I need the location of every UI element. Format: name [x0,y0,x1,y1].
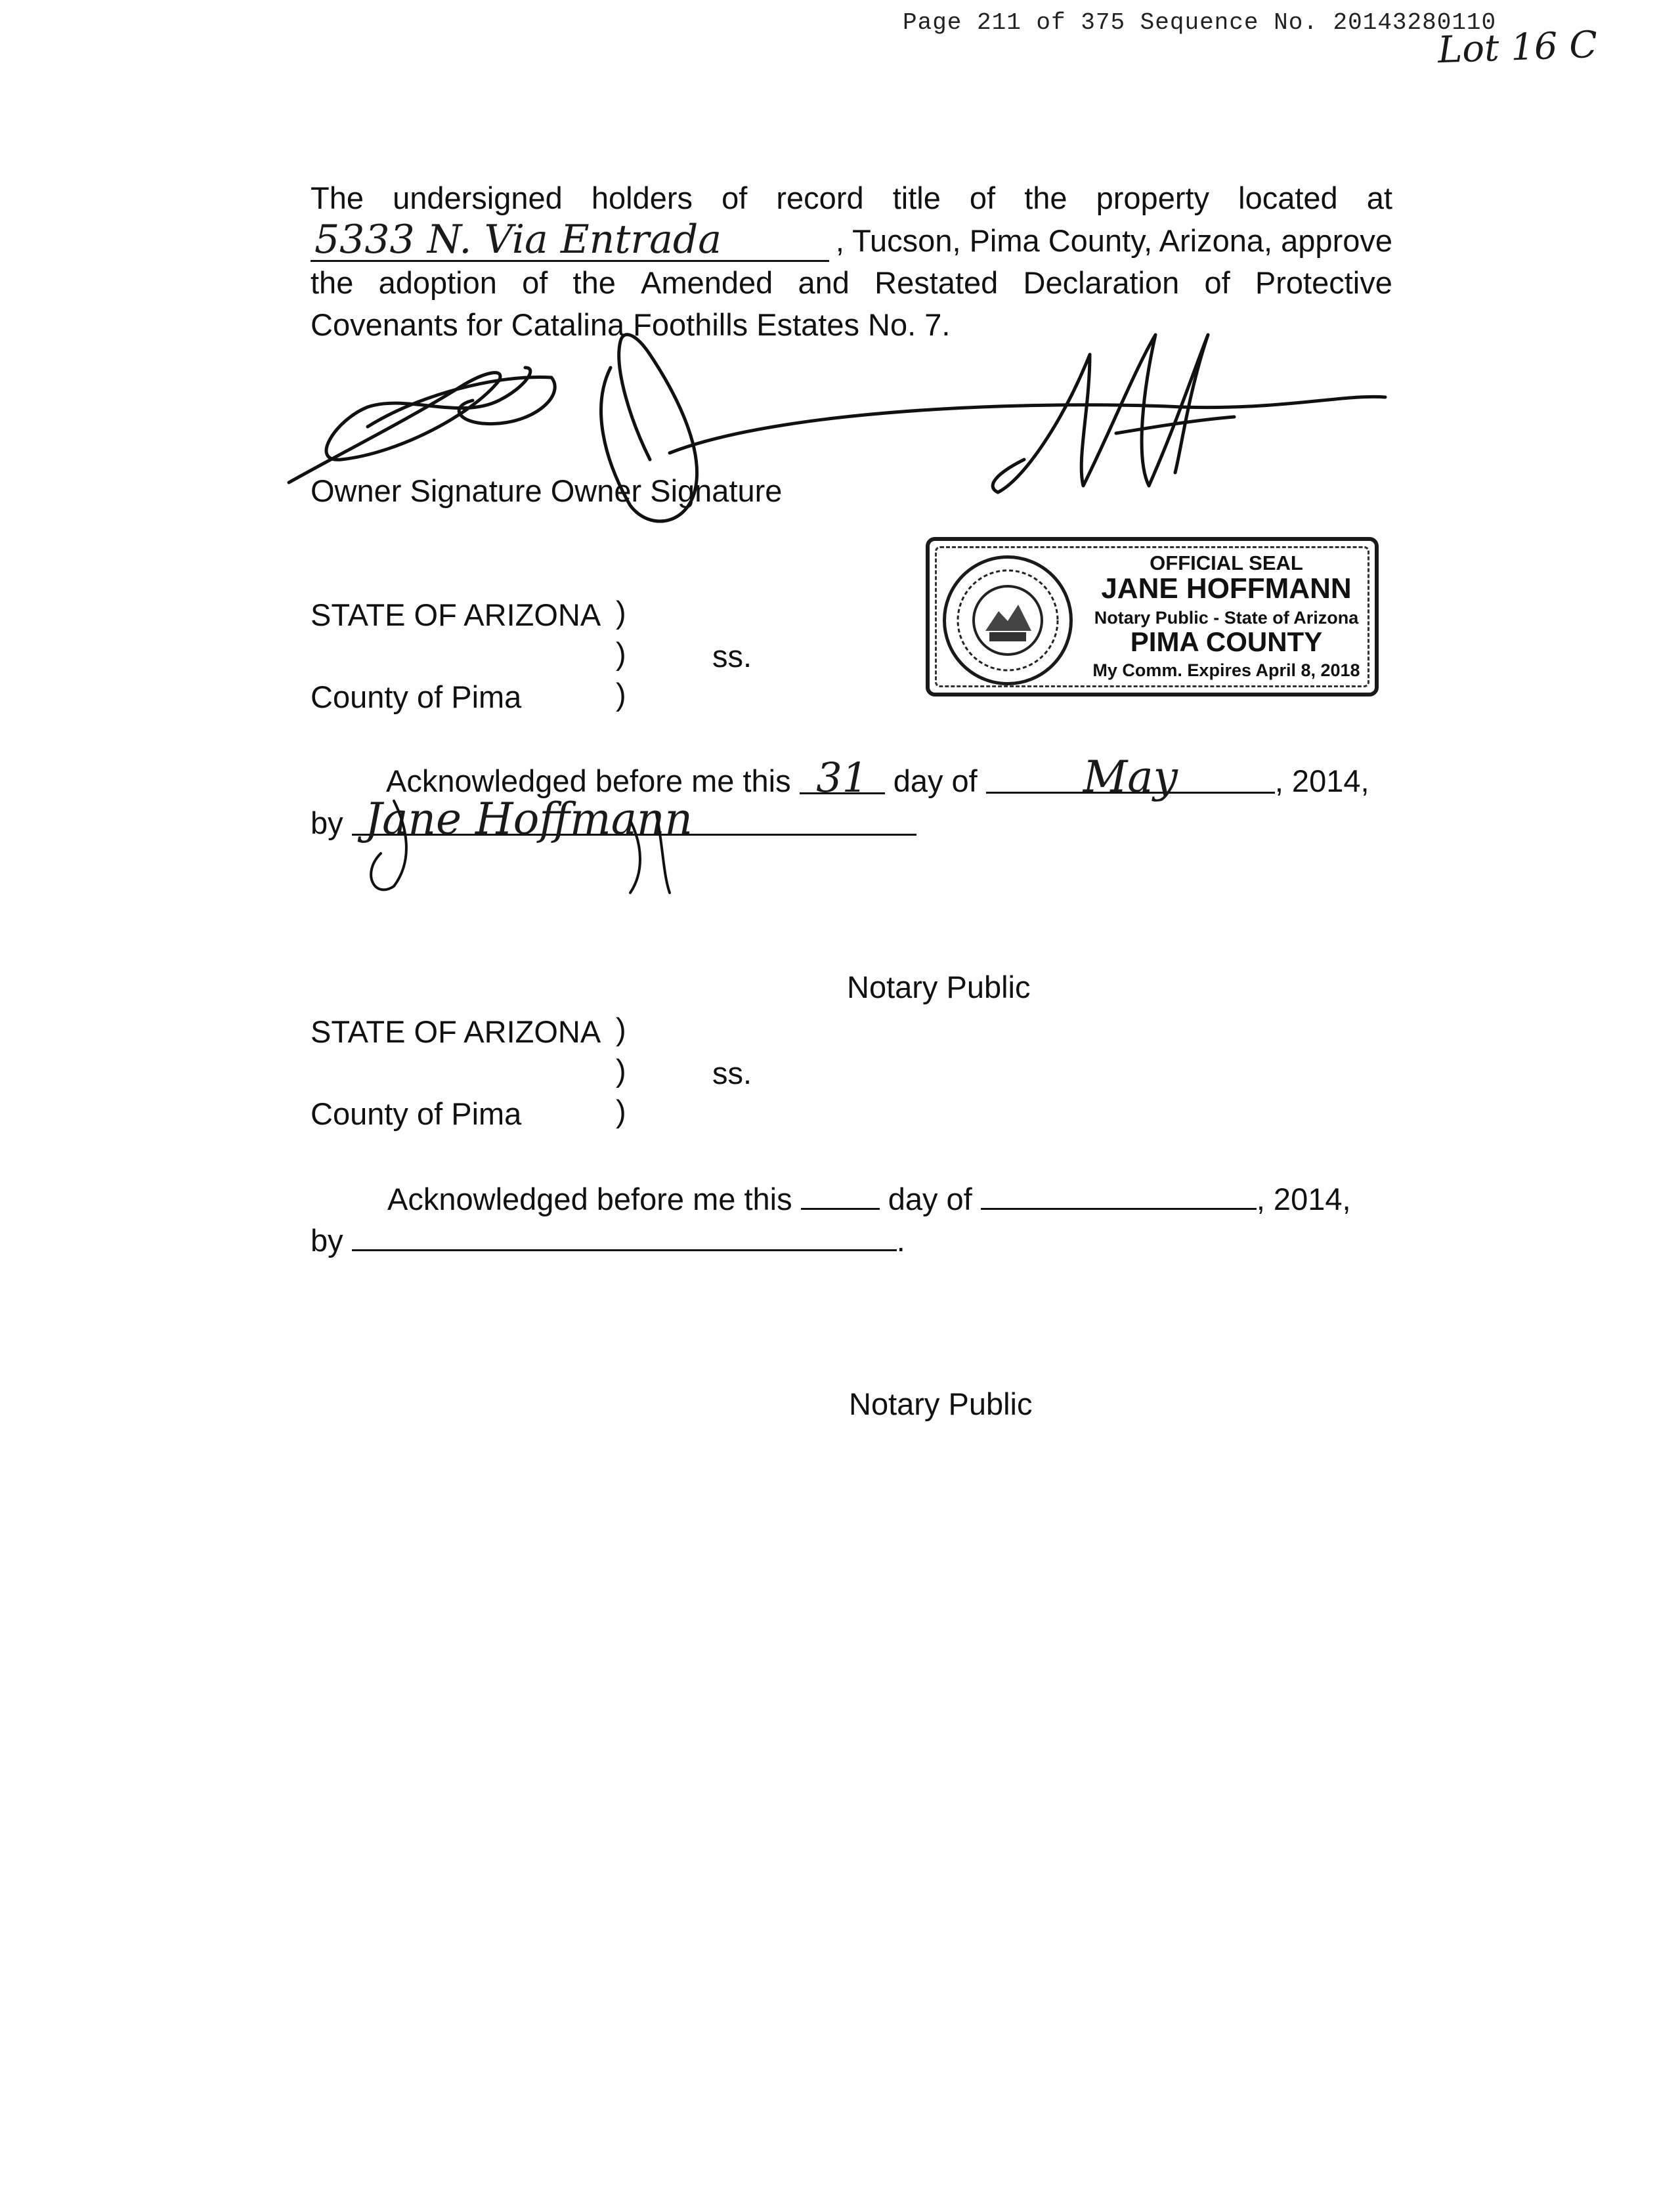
word: of [969,181,996,215]
ack1-by: by [311,805,343,840]
word: Amended [641,265,773,300]
ack1-year: , 2014, [1274,763,1369,798]
word: Protective [1255,265,1392,300]
venue-state-2: STATE OF ARIZONA [311,1014,601,1049]
venue-paren: ) [616,1012,626,1046]
signature-stroke-4 [670,397,1385,453]
address-city-text: , Tucson, Pima County, Arizona, approve [835,223,1392,258]
ack2-by: by [311,1223,343,1258]
ack2-notary-label: Notary Public [849,1386,1033,1421]
ack2-period: . [896,1223,905,1258]
word: Declaration [1023,265,1180,300]
ack1-day-of: day of [893,763,978,798]
ack1-notary-label: Notary Public [847,970,1031,1004]
word: at [1366,181,1392,215]
word: holders [591,181,693,215]
ack2-by-line [311,1220,905,1262]
venue-paren: ) [616,1094,626,1128]
ack1-day-field[interactable]: 31 [800,763,885,794]
venue-ss-2: ss. [712,1056,752,1090]
seal-expiration: My Comm. Expires April 8, 2018 [1092,660,1360,680]
venue-paren: ) [616,595,626,630]
seal-county: PIMA COUNTY [1130,626,1323,657]
ack1-name-field[interactable]: Jane Hoffmann [352,805,916,836]
word: and [798,265,850,300]
ack2-day-of: day of [888,1182,972,1216]
venue-paren: ) [616,636,626,671]
word: property [1096,181,1210,215]
ack2-year: , 2014, [1256,1182,1351,1216]
declaration-line-4: Covenants for Catalina Foothills Estates No. 7. [311,307,951,342]
ack2-day-field[interactable] [801,1180,880,1210]
word: of [722,181,748,215]
word: undersigned [393,181,563,215]
owner-signature-label: Owner Signature Owner Signature [311,473,783,508]
word: of [1204,265,1230,300]
word: record [776,181,864,215]
seal-line-1: OFFICIAL SEAL [1150,551,1303,574]
notary-seal-stamp [926,537,1379,697]
word: the [572,265,616,300]
handwritten-address-field[interactable]: 5333 N. Via Entrada [311,219,829,262]
word: The [311,181,364,215]
venue-county-2: County of Pima [311,1096,522,1131]
word: the [311,265,354,300]
ack2-month-field[interactable] [981,1180,1257,1210]
ack2-prefix: Acknowledged before me this [387,1182,792,1216]
page-sequence-header: Page 211 of 375 Sequence No. 20143280110 [903,9,1497,36]
ack1-month-field[interactable]: May [986,763,1275,794]
handwritten-lot-note: Lot 16 C [1436,23,1599,72]
seal-line-3: Notary Public - State of Arizona [1094,608,1359,628]
word: adoption [378,265,497,300]
venue-paren: ) [616,1053,626,1088]
venue-county-1: County of Pima [311,679,522,714]
word: located [1238,181,1338,215]
venue-paren: ) [616,677,626,712]
word: title [892,181,941,215]
ack1-prefix: Acknowledged before me this [386,763,791,798]
seal-notary-name: JANE HOFFMANN [1101,572,1352,605]
signature-stroke-5 [993,335,1234,492]
ack2-name-field[interactable] [352,1222,897,1251]
word: the [1024,181,1067,215]
ack1-name-scribble [355,788,945,906]
venue-state-1: STATE OF ARIZONA [311,597,601,632]
venue-ss-1: ss. [712,639,752,674]
word: of [522,265,548,300]
ack2-line [387,1178,1351,1220]
arizona-state-seal-icon [943,555,1073,685]
word: Restated [874,265,999,300]
